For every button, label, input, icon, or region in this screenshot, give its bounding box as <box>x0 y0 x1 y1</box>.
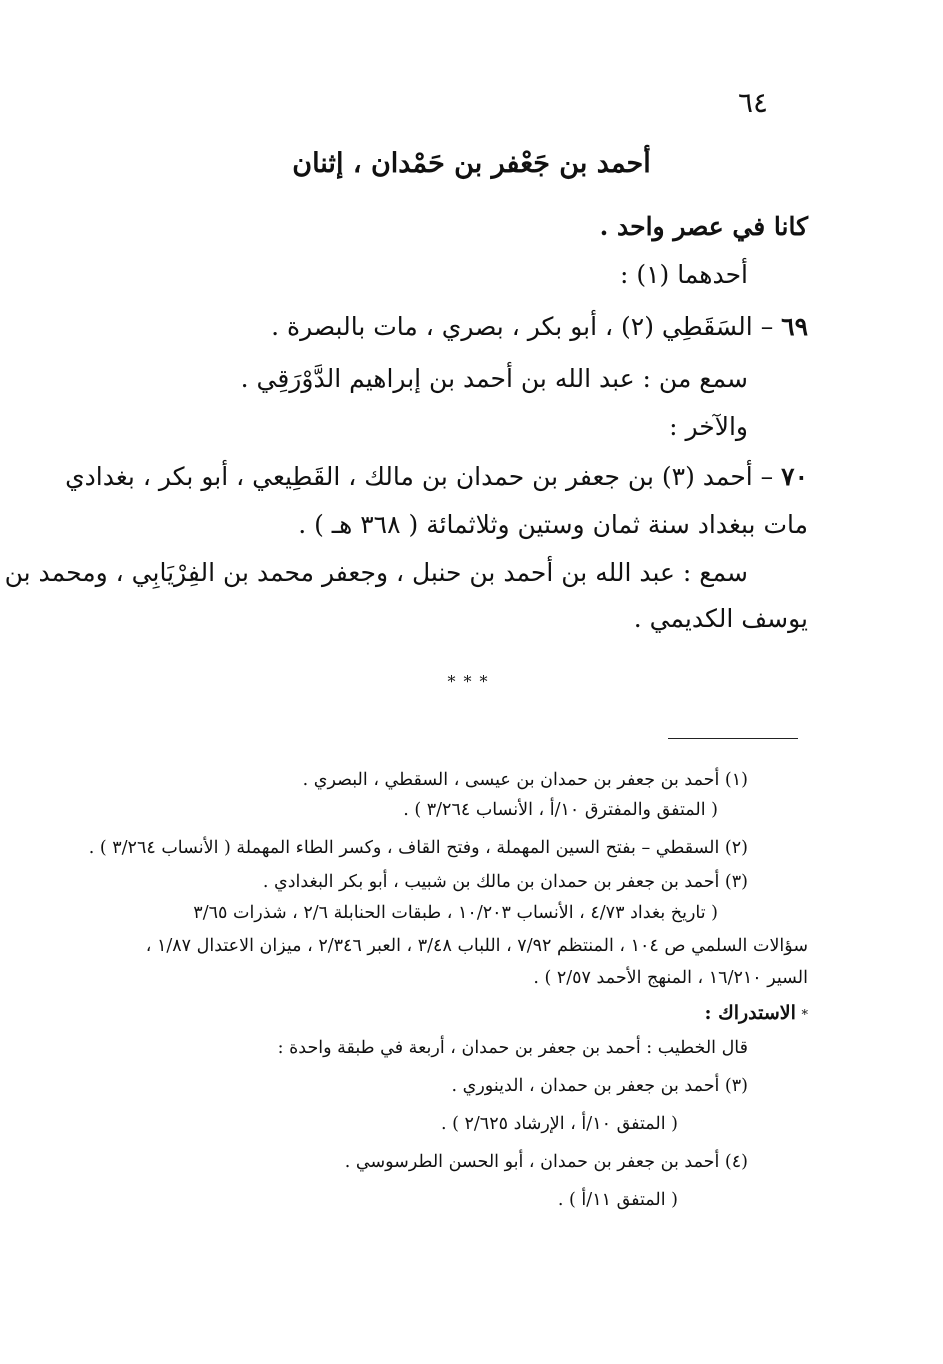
istidrak-line: ( المتفق ١٠/أ ، الإرشاد ٢/٦٢٥ ) . <box>440 1114 678 1134</box>
entry-70-line2: مات ببغداد سنة ثمان وستين وثلاثمائة ( ٣٦٨ هـ ) . <box>298 510 808 539</box>
istidrak-line: (٣) أحمد بن جعفر بن حمدان ، الدينوري . <box>451 1076 748 1096</box>
asterisk-icon: * <box>801 1008 808 1023</box>
istidrak-label: الاستدراك : <box>704 1002 796 1024</box>
footnote-1: (١) أحمد بن جعفر بن حمدان بن عيسى ، السقطي ، البصري . <box>302 770 748 790</box>
footnote-divider <box>668 738 798 739</box>
footnote-3-refs-cont: سؤالات السلمي ص ١٠٤ ، المنتظم ٧/٩٢ ، اللباب ٣/٤٨ ، العبر ٢/٣٤٦ ، ميزان الاعتدال ١/٨٧ ، <box>145 936 808 956</box>
page-title: أحمد بن جَعْفر بن حَمْدان ، إثنان <box>292 148 651 179</box>
first-label: أحدهما (١) : <box>619 260 748 289</box>
intro-line: كانا في عصر واحد . <box>599 212 808 241</box>
entry-number: ٧٠ <box>781 462 808 491</box>
entry-70-sama-line1: سمع : عبد الله بن أحمد بن حنبل ، وجعفر محمد بن الفِرْيَابِي ، ومحمد بن <box>4 558 748 587</box>
section-separator: *** <box>447 672 496 691</box>
istidrak-heading <box>704 1002 808 1024</box>
entry-70-sama-line2: يوسف الكديمي . <box>633 604 808 633</box>
istidrak-line: ( المتفق ١١/أ ) . <box>557 1190 678 1210</box>
istidrak-line: (٤) أحمد بن جعفر بن حمدان ، أبو الحسن الطرسوسي . <box>344 1152 748 1172</box>
entry-70-line1 <box>65 462 808 491</box>
footnote-1-refs: ( المتفق والمفترق ١٠/أ ، الأنساب ٣/٢٦٤ ) . <box>403 800 718 820</box>
footnote-2: (٢) السقطي – بفتح السين المهملة ، وفتح القاف ، وكسر الطاء المهملة ( الأنساب ٣/٢٦٤ ) . <box>88 838 748 858</box>
entry-text: – السَقَطِي (٢) ، أبو بكر ، بصري ، مات بالبصرة . <box>271 312 782 341</box>
entry-text: – أحمد (٣) بن جعفر بن حمدان بن مالك ، القَطِيعي ، أبو بكر ، بغدادي <box>65 462 782 491</box>
entry-number: ٦٩ <box>781 312 808 341</box>
footnote-3-refs-end: السير ١٦/٢١٠ ، المنهج الأحمد ٢/٥٧ ) . <box>533 968 808 988</box>
footnote-3-refs: ( تاريخ بغداد ٤/٧٣ ، الأنساب ١٠/٢٠٣ ، طبقات الحنابلة ٢/٦ ، شذرات ٣/٦٥ <box>193 903 718 923</box>
entry-69-sama: سمع من : عبد الله بن أحمد بن إبراهيم الدَّوْرَقِي . <box>240 364 748 393</box>
other-label: والآخر : <box>669 412 748 441</box>
page-number: ٦٤ <box>738 86 769 119</box>
footnote-3: (٣) أحمد بن جعفر بن حمدان بن مالك بن شبيب ، أبو بكر البغدادي . <box>262 872 748 892</box>
entry-69 <box>271 312 808 341</box>
istidrak-line: قال الخطيب : أحمد بن جعفر بن حمدان ، أربعة في طبقة واحدة : <box>277 1038 748 1058</box>
